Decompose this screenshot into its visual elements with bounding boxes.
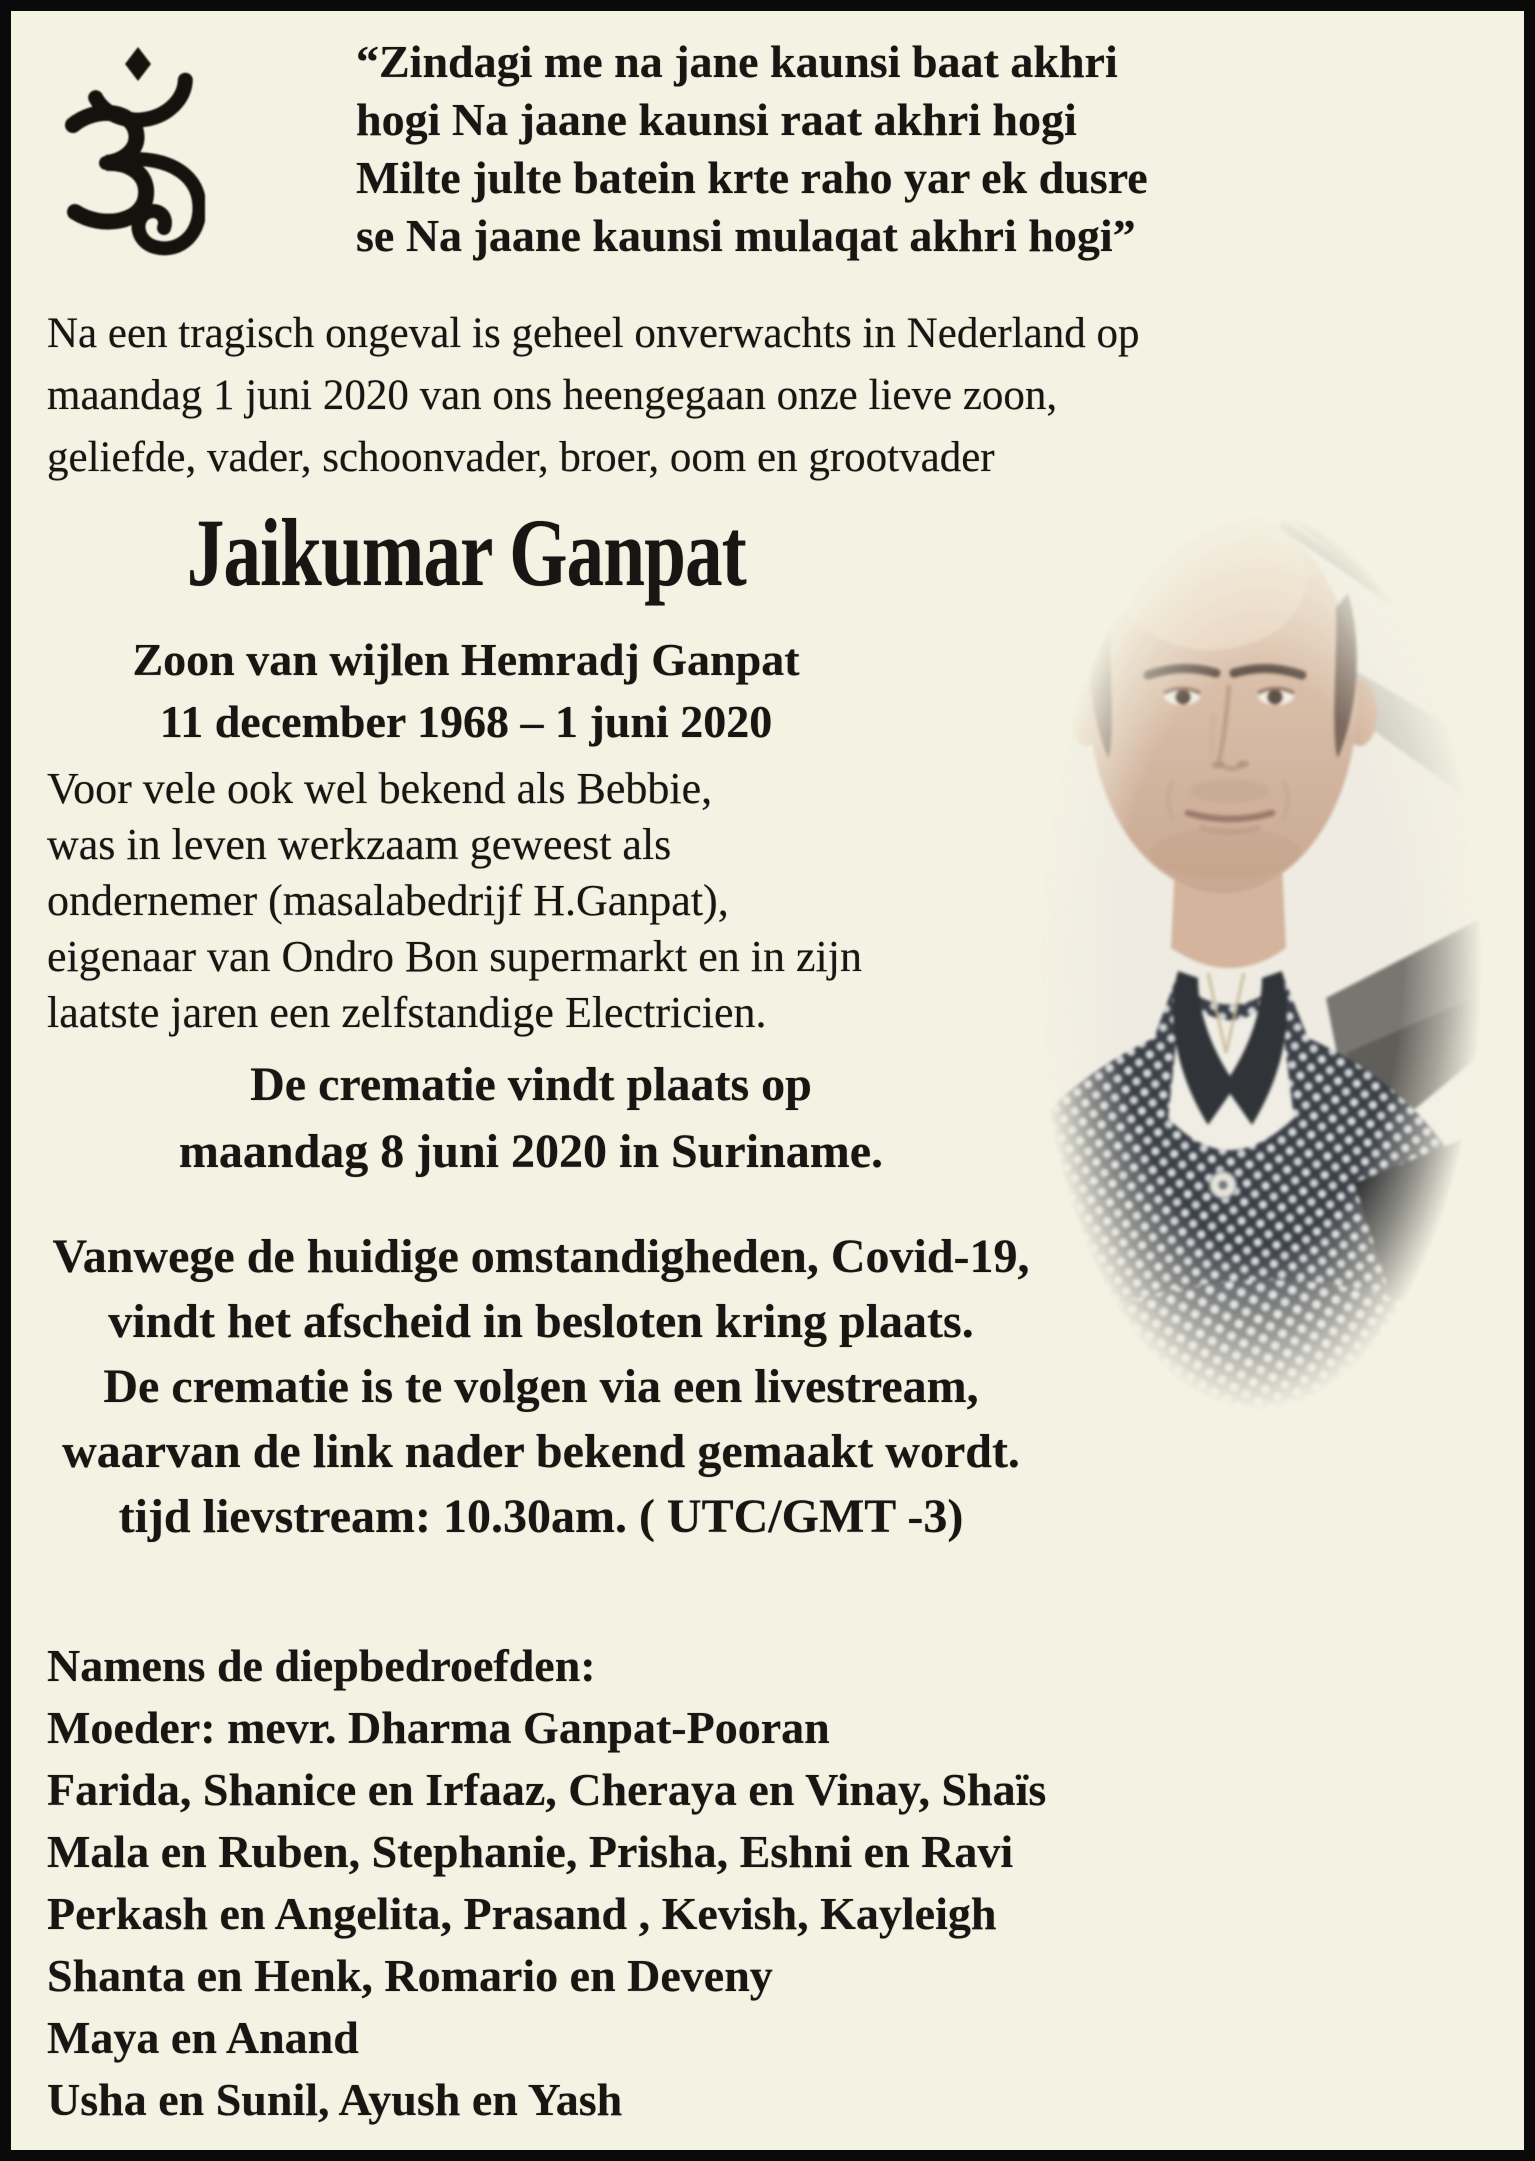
family-line: Usha en Sunil, Ayush en Yash <box>47 2074 623 2125</box>
announcement-paragraph <box>47 303 1307 489</box>
biography-line: Voor vele ook wel bekend als Bebbie, <box>47 764 713 813</box>
family-line: Maya en Anand <box>47 2012 359 2063</box>
family-line: Mala en Ruben, Stephanie, Prisha, Eshni en Ravi <box>47 1826 1014 1877</box>
family-heading: Namens de diepbedroefden: <box>47 1640 596 1691</box>
om-loop <box>106 159 199 248</box>
family-line: Moeder: mevr. Dharma Ganpat-Pooran <box>47 1702 830 1753</box>
opening-quote <box>356 33 1296 265</box>
bereaved-family-list <box>47 1635 1197 2131</box>
quote-line: hogi Na jaane kaunsi raat akhri hogi <box>356 94 1077 145</box>
biography-line: laatste jaren een zelfstandige Electricien. <box>47 988 767 1037</box>
covid-line: Vanwege de huidige omstandigheden, Covid-19, <box>52 1230 1030 1283</box>
family-line: Farida, Shanice en Irfaaz, Cheraya en Vinay, Shaïs <box>47 1764 1047 1815</box>
family-line: Shanta en Henk, Romario en Deveny <box>47 1950 773 2001</box>
biography-line: eigenaar van Ondro Bon supermarkt en in zijn <box>47 932 862 981</box>
biography-line: was in leven werkzaam geweest als <box>47 820 672 869</box>
covid-line: De crematie is te volgen via een livestream, <box>103 1360 979 1413</box>
announcement-line: maandag 1 juni 2020 van ons heengegaan onze lieve zoon, <box>47 372 1058 419</box>
deceased-name-block <box>11 497 921 608</box>
biography-line: ondernemer (masalabedrijf H.Ganpat), <box>47 876 729 925</box>
cremation-line: De crematie vindt plaats op <box>250 1058 812 1111</box>
om-icon <box>37 41 205 273</box>
biography-paragraph <box>47 761 987 1041</box>
covid-line: vindt het afscheid in besloten kring plaats. <box>108 1295 974 1348</box>
deceased-lineage-block <box>11 629 921 753</box>
deceased-dates: 11 december 1968 – 1 juni 2020 <box>159 696 773 747</box>
cremation-line: maandag 8 juni 2020 in Suriname. <box>178 1125 884 1178</box>
covid-notice <box>11 1224 1071 1549</box>
quote-line: Milte julte batein krte raho yar ek dusre <box>356 152 1148 203</box>
quote-line: “Zindagi me na jane kaunsi baat akhri <box>356 36 1118 87</box>
announcement-line: geliefde, vader, schoonvader, broer, oom en grootvader <box>47 434 995 481</box>
cremation-notice <box>11 1051 1051 1185</box>
family-line: Perkash en Angelita, Prasand , Kevish, Kayleigh <box>47 1888 997 1939</box>
covid-line: tijd lievstream: 10.30am. ( UTC/GMT -3) <box>118 1490 964 1543</box>
deceased-lineage: Zoon van wijlen Hemradj Ganpat <box>132 634 800 685</box>
deceased-name: Jaikumar Ganpat <box>186 499 746 606</box>
announcement-line: Na een tragisch ongeval is geheel onverwachts in Nederland op <box>47 310 1140 357</box>
om-dot <box>125 47 151 81</box>
quote-line: se Na jaane kaunsi mulaqat akhri hogi” <box>356 210 1136 261</box>
covid-line: waarvan de link nader bekend gemaakt wordt. <box>62 1425 1020 1478</box>
